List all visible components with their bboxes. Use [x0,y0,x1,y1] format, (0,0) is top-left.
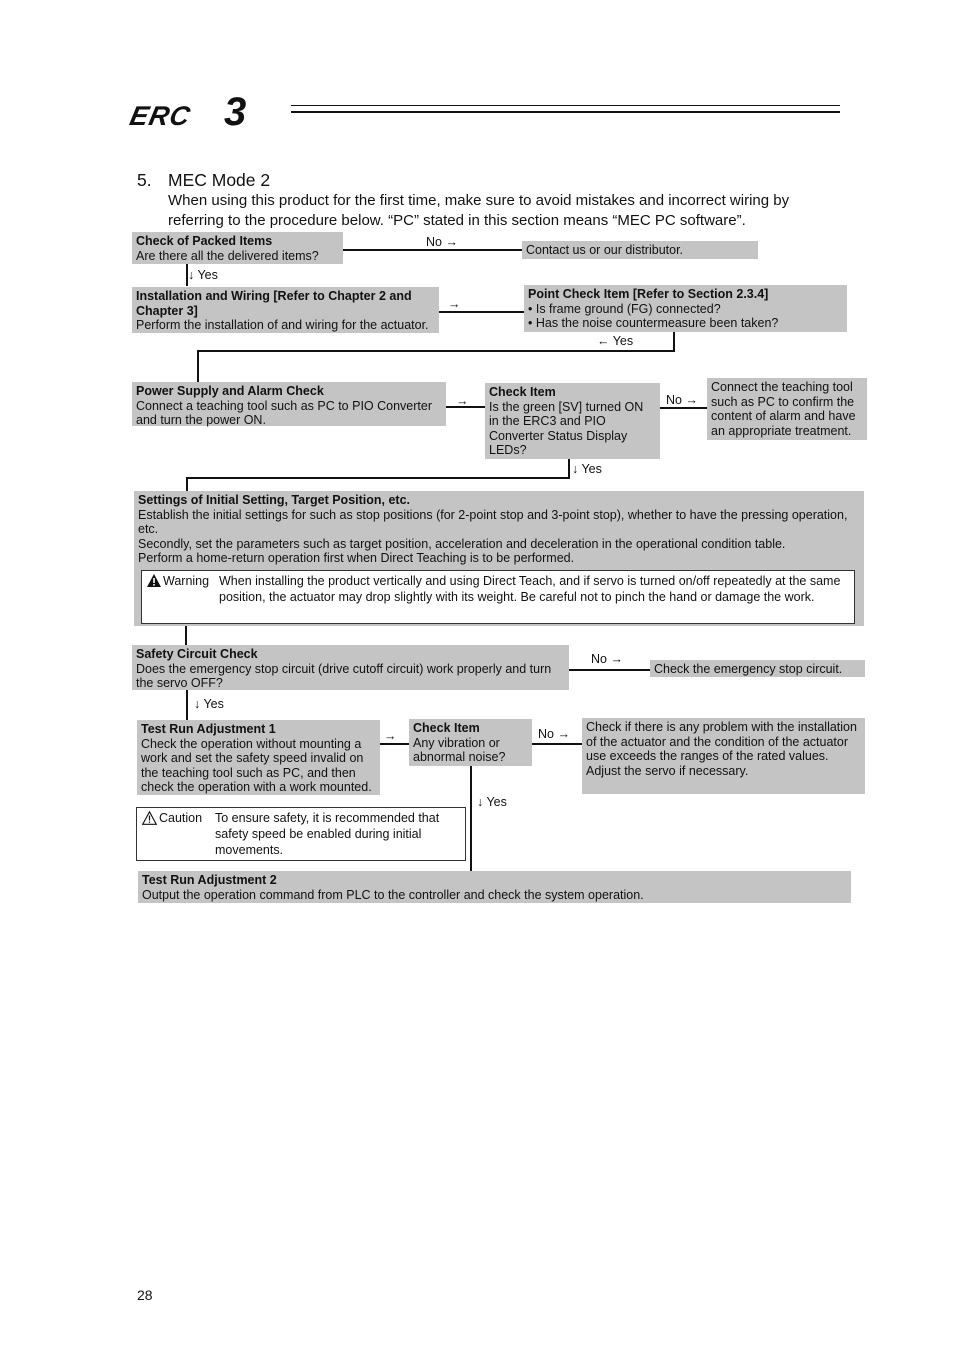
connector [569,669,650,671]
packed-items-title: Check of Packed Items [136,234,273,248]
yes-label: ← Yes [597,334,634,348]
no-label: No → [666,393,698,407]
power-supply-text: Connect a teaching tool such as PC to PIO Converter and turn the power ON. [136,398,432,428]
connector [660,407,707,409]
check-item-vibration-text: Any vibration or abnormal noise? [413,735,506,765]
connector [343,249,522,251]
caution-text: To ensure safety, it is recommended that safety speed be enabled during initial movements. [215,811,440,857]
page-number: 28 [137,1287,153,1303]
connector [439,311,524,313]
check-item-vibration-title: Check Item [413,721,480,735]
check-item-vibration-box [409,719,532,766]
point-check-title: Point Check Item [Refer to Section 2.3.4] [528,287,769,301]
contact-text: Contact us or our distributor. [526,243,684,257]
no-label: No → [538,727,570,741]
check-item-sv-text: Is the green [SV] turned ON in the ERC3 and PIO Converter Status Display LEDs? [489,399,644,458]
warning-text: When installing the product vertically and using Direct Teach, and if servo is turned on/off repeatedly at the same position, the actuator may drop slightly with its weight. Be careful not to pinch the hand or damage the work. [219,574,841,604]
yes-label: ↓ Yes [188,268,218,282]
warning-icon [147,574,161,591]
contact-box [522,241,758,259]
installation-title: Installation and Wiring [Refer to Chapter 2 and Chapter 3] [136,289,412,318]
warning-note [141,570,855,624]
connector [568,459,570,478]
alarm-treatment-text: Connect the teaching tool such as PC to confirm the content of alarm and have an appropriate treatment. [711,380,856,438]
svg-text:ERC: ERC [127,100,194,131]
test-run-2-text: Output the operation command from PLC to the controller and check the system operation. [142,887,644,902]
problem-check-line1: Check if there is any problem with the installation of the actuator and the condition of the actuator use exceeds the ranges of the rated values. [586,720,857,764]
yes-label: ↓ Yes [477,795,507,809]
power-supply-title: Power Supply and Alarm Check [136,384,324,398]
check-item-sv-title: Check Item [489,385,556,399]
svg-text:3: 3 [224,90,247,134]
no-label: No → [591,652,623,666]
installation-text: Perform the installation of and wiring for the actuator. [136,318,429,333]
section-intro: When using this product for the first time, make sure to avoid mistakes and incorrect wiring by referring to the procedure below. “PC” stated in this section means “MEC PC software”. [168,192,790,229]
warning-label: Warning [163,574,210,588]
section-title: MEC Mode 2 [168,170,271,190]
yes-label: ↓ Yes [572,462,602,476]
settings-title: Settings of Initial Setting, Target Position, etc. [138,493,411,507]
arrow-label: → [456,394,469,408]
arrow-label: → [384,729,397,743]
connector [186,477,188,491]
connector [185,626,187,645]
header-rule-top [291,105,840,106]
no-label: No → [426,235,458,249]
connector [197,350,199,382]
connector [186,690,188,720]
safety-circuit-text: Does the emergency stop circuit (drive cutoff circuit) work properly and turn the servo OFF? [136,661,552,691]
test-run-2-box [138,871,851,903]
problem-check-line2: Adjust the servo if necessary. [586,763,749,778]
safety-circuit-box [132,645,569,690]
safety-circuit-title: Safety Circuit Check [136,647,258,661]
power-supply-box [132,382,446,426]
test-run-1-box [137,720,380,795]
check-item-sv-box [485,383,660,459]
point-check-box [524,285,847,332]
yes-label: ↓ Yes [194,697,224,711]
caution-note [136,807,466,861]
connector [186,477,570,479]
header-rule-bottom [291,111,840,113]
settings-line2: Secondly, set the parameters such as target position, acceleration and deceleration in the operational condition table. [138,536,786,551]
test-run-1-title: Test Run Adjustment 1 [141,722,276,736]
connector [532,743,582,745]
settings-line3: Perform a home-return operation first when Direct Teaching is to be performed. [138,551,575,566]
point-check-line2: • Has the noise countermeasure been taken? [528,316,779,331]
test-run-2-title: Test Run Adjustment 2 [142,873,277,887]
emergency-stop-box [650,660,865,677]
packed-items-text: Are there all the delivered items? [136,248,319,263]
test-run-1-text: Check the operation without mounting a work and set the safety speed invalid on the teaching tool such as PC, and then check the operation with a work mounted. [141,736,372,795]
settings-line1: Establish the initial settings for such as stop positions (for 2-point stop and 3-point stop), whether to have the pressing operation, etc. [138,507,848,537]
connector [673,332,675,351]
emergency-stop-text: Check the emergency stop circuit. [654,662,843,676]
caution-label: Caution [159,811,203,825]
section-number: 5. [137,170,152,190]
arrow-label: → [448,297,461,311]
connector [197,350,675,352]
connector [470,766,472,871]
caution-icon [142,811,157,829]
point-check-line1: • Is frame ground (FG) connected? [528,301,721,316]
connector [380,743,409,745]
alarm-treatment-box [707,378,867,440]
problem-check-box [582,718,865,794]
erc3-logo [127,90,286,134]
packed-items-box [132,232,343,264]
installation-box [132,287,439,333]
